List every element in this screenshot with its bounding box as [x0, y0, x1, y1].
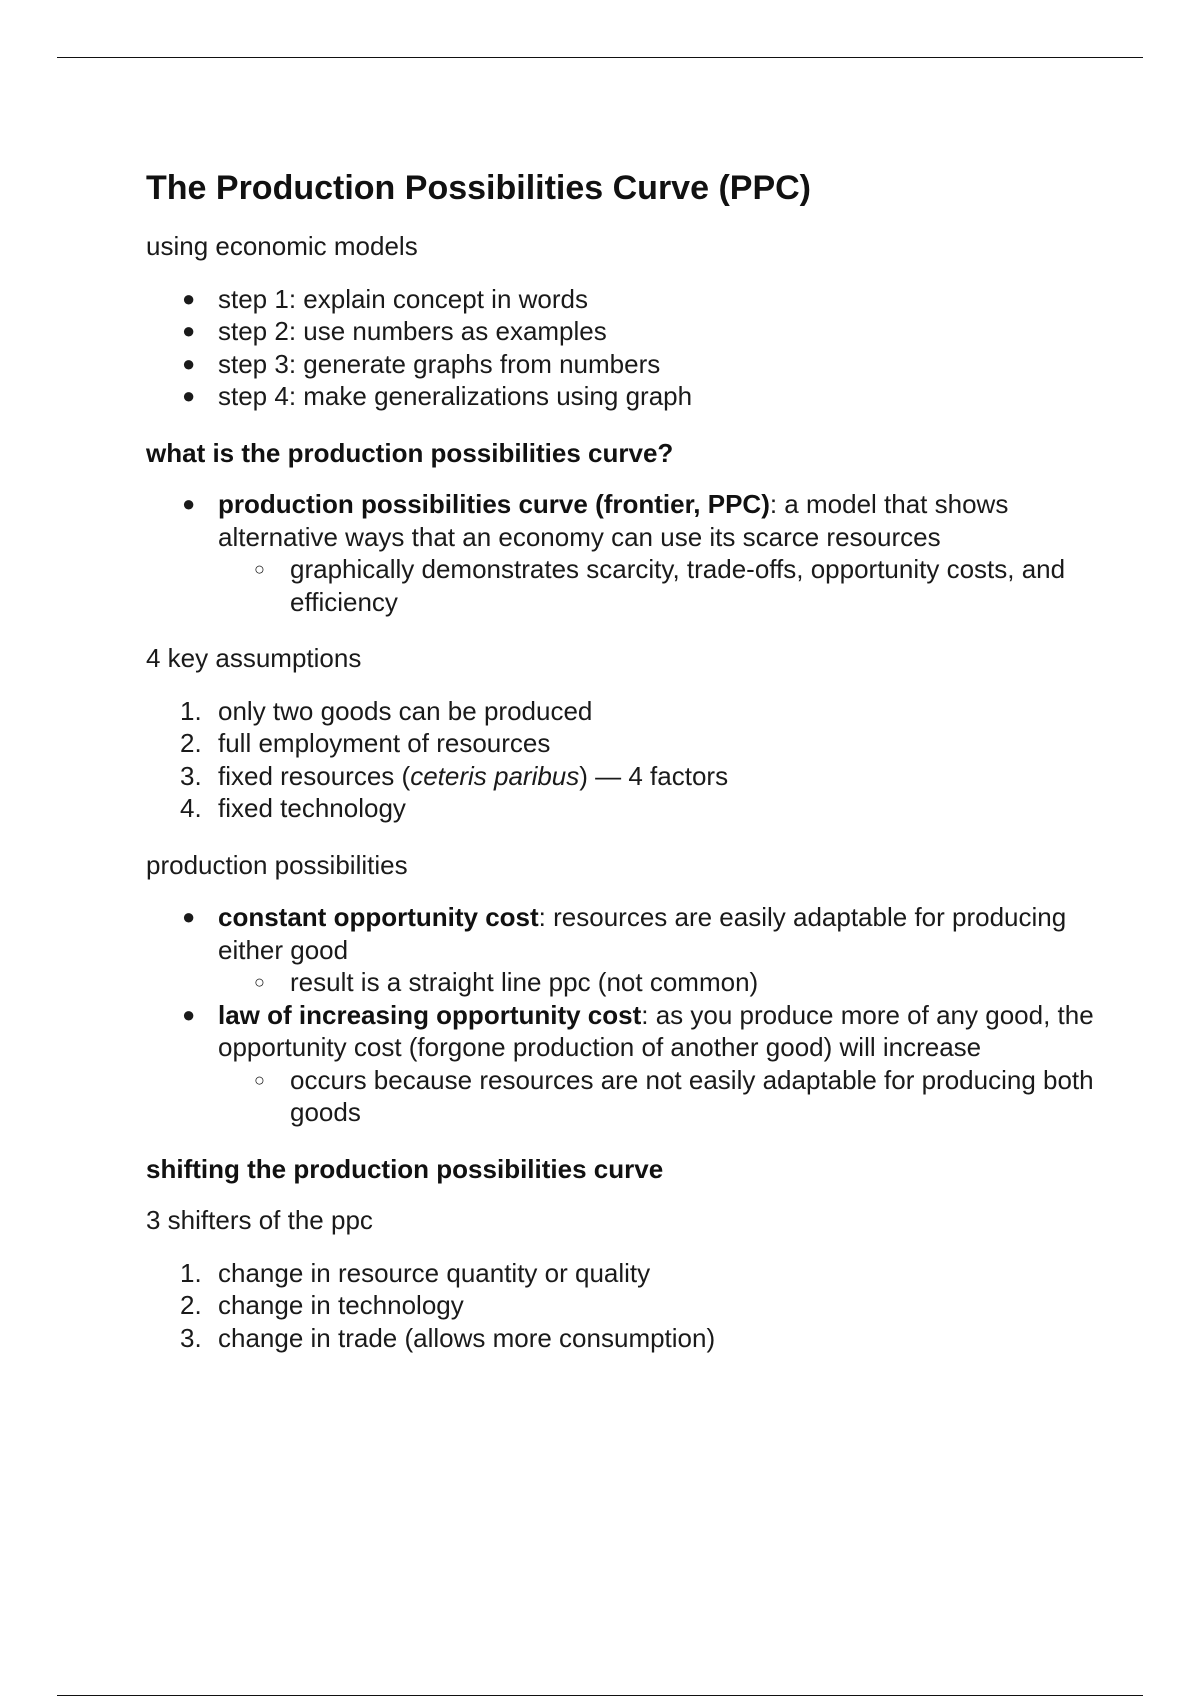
sub-bullet-icon: ○	[254, 559, 265, 579]
list-item: 3. change in trade (allows more consumption)	[180, 1322, 716, 1353]
intro-label: using economic models	[146, 231, 418, 261]
bullet-icon: ●	[182, 285, 196, 311]
sub-list-item: ○ occurs because resources are not easily adaptable for producing both goods	[254, 1064, 1094, 1127]
possibilities-label: production possibilities	[146, 849, 408, 880]
list-item: 2. change in technology	[180, 1290, 464, 1320]
list-item: 1. change in resource quantity or quality	[180, 1257, 651, 1288]
steps-list	[146, 283, 1096, 413]
list-number: 2.	[180, 728, 202, 758]
ceteris-paribus: ceteris paribus	[410, 760, 580, 791]
bullet-icon: ●	[182, 350, 196, 376]
list-number: 2.	[180, 1290, 202, 1320]
shifters-label: 3 shifters of the ppc	[146, 1205, 373, 1235]
list-item: ● step 1: explain concept in words	[182, 283, 588, 314]
list-number: 4.	[180, 793, 202, 823]
list-item: 1. only two goods can be produced	[180, 695, 593, 726]
sub-list	[218, 966, 1096, 999]
list-item: ● constant opportunity cost: resources are easily adaptable for producing either good ○ result is a straight line ppc (not common)	[146, 901, 1096, 999]
bullet-icon: ●	[182, 383, 196, 408]
bullet-icon: ●	[182, 491, 196, 516]
sub-bullet-icon: ○	[254, 972, 265, 992]
list-item: ● step 4: make generalizations using graph	[182, 381, 693, 411]
section-heading-shifting: shifting the production possibilities curve	[146, 1153, 664, 1184]
list-number: 1.	[180, 695, 202, 726]
sub-list	[218, 553, 1096, 618]
top-divider	[57, 57, 1143, 58]
definition-list	[146, 488, 1096, 618]
list-number: 1.	[180, 1257, 202, 1288]
bottom-divider	[57, 1695, 1143, 1696]
term-ppc: production possibilities curve (frontier, PPC)	[218, 489, 770, 519]
sub-list	[218, 1064, 1096, 1129]
section-heading-what-is: what is the production possibilities curve?	[146, 437, 674, 468]
list-item: ● step 3: generate graphs from numbers	[182, 348, 661, 379]
term-increasing-cost: law of increasing opportunity cost	[218, 999, 642, 1030]
opportunity-cost-list	[146, 901, 1096, 1129]
list-item: ● step 2: use numbers as examples	[182, 316, 607, 346]
list-item	[146, 488, 1096, 618]
sub-bullet-icon: ○	[254, 1069, 265, 1090]
list-item: ● law of increasing opportunity cost: as you produce more of any good, the opportunity cost (forgone production of another good) will increase ○ occurs because resources are not easily adaptable for producing both goods	[146, 999, 1096, 1129]
term-constant-cost: constant opportunity cost	[218, 902, 539, 932]
bullet-icon: ●	[182, 904, 196, 929]
definition-ppc: : a model that shows alternative ways that an economy can use its scarce resources	[218, 489, 1009, 552]
list-number: 3.	[180, 1322, 202, 1353]
list-item: 2. full employment of resources	[180, 728, 551, 758]
document-body	[146, 166, 1096, 1378]
sub-list-item: ○ result is a straight line ppc (not common)	[254, 967, 759, 997]
list-item: 3. fixed resources (ceteris paribus) — 4 factors	[180, 760, 729, 791]
shifters-list	[146, 1257, 1096, 1355]
bullet-icon: ●	[182, 318, 196, 343]
assumptions-list	[146, 695, 1096, 825]
list-number: 3.	[180, 760, 202, 791]
sub-list-item: ○ graphically demonstrates scarcity, trade-offs, opportunity costs, and efficiency	[254, 554, 1066, 617]
page-title: The Production Possibilities Curve (PPC)	[146, 169, 811, 207]
list-item: 4. fixed technology	[180, 793, 406, 823]
assumptions-label: 4 key assumptions	[146, 643, 362, 673]
bullet-icon: ●	[182, 1001, 196, 1027]
